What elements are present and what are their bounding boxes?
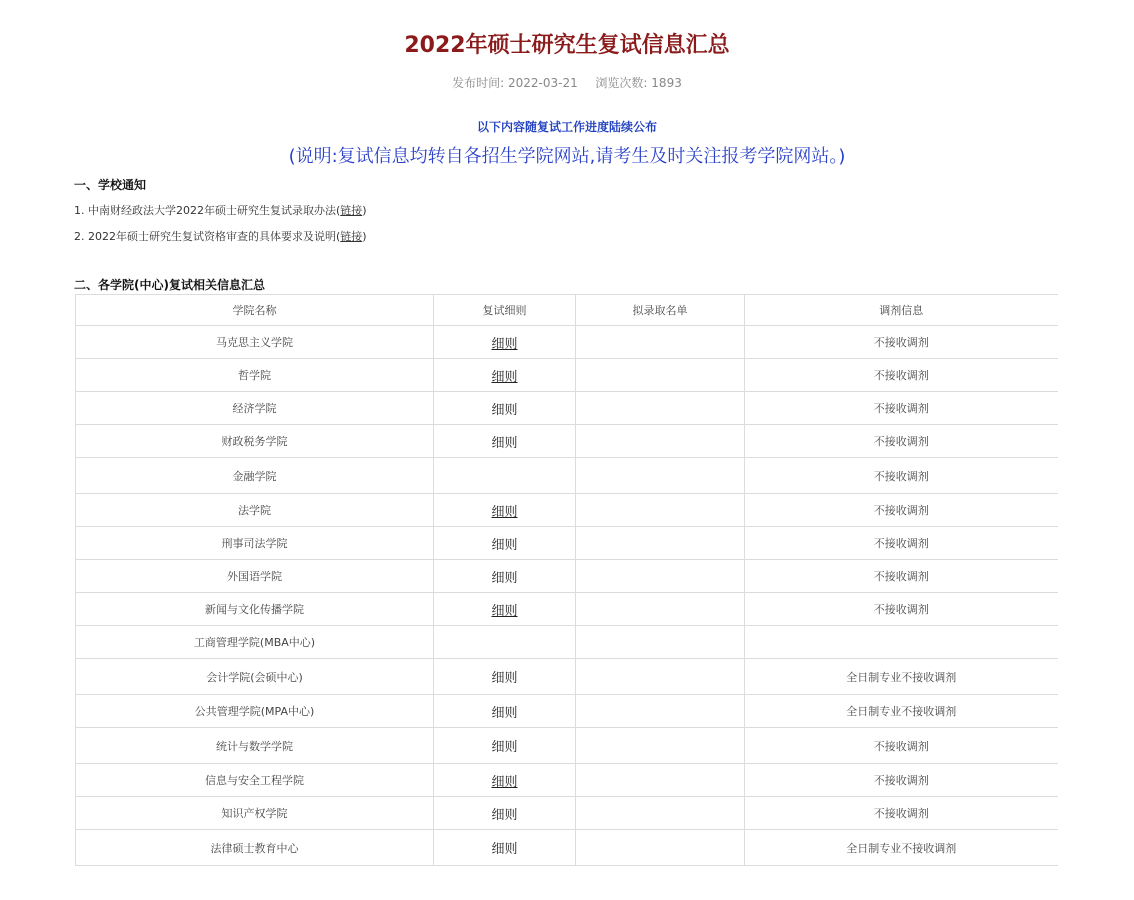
rule-cell	[434, 830, 576, 866]
table-row	[76, 458, 1058, 494]
college-info-table-wrap	[75, 294, 1057, 866]
admit-list-cell	[576, 659, 745, 695]
rule-text: 细则	[491, 705, 518, 721]
rule-cell	[434, 764, 576, 797]
column-header: 复试细则	[434, 295, 576, 326]
adjustment-info-cell: 不接收调剂	[745, 728, 1058, 764]
college-name-cell: 外国语学院	[76, 560, 434, 593]
rule-text: 细则	[491, 570, 518, 586]
publish-label: 发布时间:	[452, 76, 505, 90]
table-row	[76, 494, 1058, 527]
notice-item	[74, 228, 367, 244]
table-row	[76, 695, 1058, 728]
college-name-cell: 法律硕士教育中心	[76, 830, 434, 866]
progress-notice: 以下内容随复试工作进度陆续公布	[476, 120, 657, 134]
table-row	[76, 593, 1058, 626]
rule-cell	[434, 728, 576, 764]
rule-link[interactable]: 细则	[491, 504, 518, 520]
college-name-cell: 信息与安全工程学院	[76, 764, 434, 797]
article-meta	[0, 74, 1134, 91]
rule-cell	[434, 695, 576, 728]
admit-list-cell	[576, 392, 745, 425]
adjustment-info-cell: 全日制专业不接收调剂	[745, 695, 1058, 728]
rule-cell	[434, 458, 576, 494]
rule-text: 细则	[491, 740, 518, 755]
adjustment-info-cell: 不接收调剂	[745, 359, 1058, 392]
table-row	[76, 659, 1058, 695]
table-row	[76, 830, 1058, 866]
page-title: 2022年硕士研究生复试信息汇总	[404, 33, 730, 58]
college-name-cell: 哲学院	[76, 359, 434, 392]
rule-cell	[434, 359, 576, 392]
rule-cell	[434, 326, 576, 359]
admit-list-cell	[576, 764, 745, 797]
rule-link[interactable]: 细则	[491, 774, 518, 790]
admit-list-cell	[576, 728, 745, 764]
rule-cell	[434, 626, 576, 659]
adjustment-info-cell: 不接收调剂	[745, 458, 1058, 494]
rule-cell	[434, 797, 576, 830]
column-header: 学院名称	[76, 295, 434, 326]
notice-item-text: 1. 中南财经政法大学2022年硕士研究生复试录取办法(	[74, 204, 341, 217]
adjustment-info-cell: 不接收调剂	[745, 797, 1058, 830]
column-header: 调剂信息	[745, 295, 1058, 326]
rule-text: 细则	[491, 842, 518, 857]
college-name-cell: 马克思主义学院	[76, 326, 434, 359]
college-name-cell: 统计与数学学院	[76, 728, 434, 764]
notice-item	[74, 202, 367, 218]
table-row	[76, 560, 1058, 593]
notice-link[interactable]: 链接	[340, 230, 363, 243]
adjustment-info-cell: 不接收调剂	[745, 425, 1058, 458]
notice-item-text: 2. 2022年硕士研究生复试资格审查的具体要求及说明(	[74, 230, 341, 243]
rule-cell	[434, 392, 576, 425]
table-header-row	[76, 295, 1058, 326]
table-row	[76, 764, 1058, 797]
rule-link[interactable]: 细则	[491, 603, 518, 619]
admit-list-cell	[576, 494, 745, 527]
section-heading-college-summary: 二、各学院(中心)复试相关信息汇总	[74, 278, 265, 292]
rule-cell	[434, 425, 576, 458]
rule-text: 细则	[491, 537, 518, 553]
table-row	[76, 527, 1058, 560]
notice-item-suffix: )	[362, 230, 367, 243]
adjustment-info-cell: 全日制专业不接收调剂	[745, 830, 1058, 866]
admit-list-cell	[576, 527, 745, 560]
college-name-cell: 工商管理学院(MBA中心)	[76, 626, 434, 659]
rule-text: 细则	[491, 671, 518, 686]
table-row	[76, 359, 1058, 392]
rule-cell	[434, 494, 576, 527]
adjustment-info-cell: 不接收调剂	[745, 527, 1058, 560]
rule-cell	[434, 659, 576, 695]
table-row	[76, 728, 1058, 764]
admit-list-cell	[576, 326, 745, 359]
college-name-cell: 法学院	[76, 494, 434, 527]
table-row	[76, 425, 1058, 458]
college-name-cell: 经济学院	[76, 392, 434, 425]
table-row	[76, 326, 1058, 359]
college-name-cell: 金融学院	[76, 458, 434, 494]
college-name-cell: 刑事司法学院	[76, 527, 434, 560]
college-name-cell: 财政税务学院	[76, 425, 434, 458]
rule-link[interactable]: 细则	[491, 336, 518, 352]
adjustment-info-cell: 不接收调剂	[745, 494, 1058, 527]
notice-item-suffix: )	[362, 204, 367, 217]
rule-text: 细则	[491, 807, 518, 823]
college-info-table	[75, 294, 1058, 866]
rule-text: 细则	[491, 435, 518, 451]
admit-list-cell	[576, 560, 745, 593]
college-name-cell: 会计学院(会硕中心)	[76, 659, 434, 695]
college-name-cell: 新闻与文化传播学院	[76, 593, 434, 626]
admit-list-cell	[576, 359, 745, 392]
rule-cell	[434, 593, 576, 626]
adjustment-info-cell: 不接收调剂	[745, 764, 1058, 797]
notice-link[interactable]: 链接	[340, 204, 363, 217]
publish-date: 2022-03-21	[508, 76, 578, 90]
adjustment-info-cell: 不接收调剂	[745, 593, 1058, 626]
adjustment-info-cell: 全日制专业不接收调剂	[745, 659, 1058, 695]
admit-list-cell	[576, 425, 745, 458]
column-header: 拟录取名单	[576, 295, 745, 326]
admit-list-cell	[576, 695, 745, 728]
explanation-text: (说明:复试信息均转自各招生学院网站,请考生及时关注报考学院网站。)	[288, 146, 846, 167]
admit-list-cell	[576, 593, 745, 626]
rule-cell	[434, 527, 576, 560]
admit-list-cell	[576, 830, 745, 866]
adjustment-info-cell: 不接收调剂	[745, 392, 1058, 425]
table-row	[76, 392, 1058, 425]
adjustment-info-cell	[745, 626, 1058, 659]
admit-list-cell	[576, 458, 745, 494]
rule-link[interactable]: 细则	[491, 369, 518, 385]
section-heading-school-notice: 一、学校通知	[74, 178, 147, 192]
adjustment-info-cell: 不接收调剂	[745, 326, 1058, 359]
views-count: 1893	[651, 76, 682, 90]
rule-cell	[434, 560, 576, 593]
table-row	[76, 626, 1058, 659]
views-label: 浏览次数:	[595, 76, 648, 90]
admit-list-cell	[576, 797, 745, 830]
table-body	[76, 326, 1058, 866]
college-name-cell: 公共管理学院(MPA中心)	[76, 695, 434, 728]
rule-text: 细则	[491, 402, 518, 418]
table-row	[76, 797, 1058, 830]
college-name-cell: 知识产权学院	[76, 797, 434, 830]
admit-list-cell	[576, 626, 745, 659]
adjustment-info-cell: 不接收调剂	[745, 560, 1058, 593]
